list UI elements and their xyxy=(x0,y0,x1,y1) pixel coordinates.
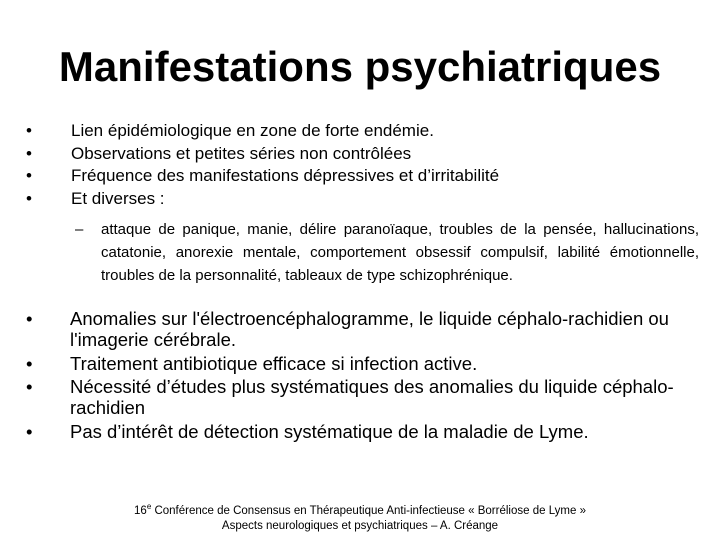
footer-superscript: e xyxy=(146,502,152,511)
list-item: • Anomalies sur l'électroencéphalogramme, le liquide céphalo-rachidien ou l'imagerie cérébrale. xyxy=(26,308,696,350)
list-item: • Observations et petites séries non contrôlées xyxy=(26,143,696,166)
list-item: • Et diverses : xyxy=(26,188,696,211)
footer-citation xyxy=(0,499,720,534)
sub-bullet xyxy=(75,218,699,287)
list-item: • Nécessité d’études plus systématiques des anomalies du liquide céphalo-rachidien xyxy=(26,376,696,418)
footer-line-2: Aspects neurologiques et psychiatriques – A. Créange xyxy=(221,519,499,532)
footer-line-1 xyxy=(0,499,720,519)
sub-bullet-text: attaque de panique, manie, délire paranoïaque, troubles de la pensée, hallucinations, catatonie, anorexie mentale, comportement obsessif compulsif, labilité émotionnelle, troubles de la personnalité, tableaux de type schizophrénique. xyxy=(101,221,699,284)
list-item: • Fréquence des manifestations dépressives et d’irritabilité xyxy=(26,165,696,188)
slide-title: Manifestations psychiatriques xyxy=(58,43,662,90)
footer-line-1-text: Conférence de Consensus en Thérapeutique Anti-infectieuse « Borréliose de Lyme » xyxy=(151,504,586,517)
bottom-bullet-list xyxy=(26,308,696,444)
list-item: • Lien épidémiologique en zone de forte endémie. xyxy=(26,120,696,143)
top-bullet-list xyxy=(26,120,696,210)
footer-number: 16 xyxy=(134,504,147,517)
list-item: • Pas d’intérêt de détection systématique de la maladie de Lyme. xyxy=(26,421,696,442)
sub-bullet-marker: – xyxy=(75,221,84,238)
list-item: • Traitement antibiotique efficace si infection active. xyxy=(26,353,696,374)
